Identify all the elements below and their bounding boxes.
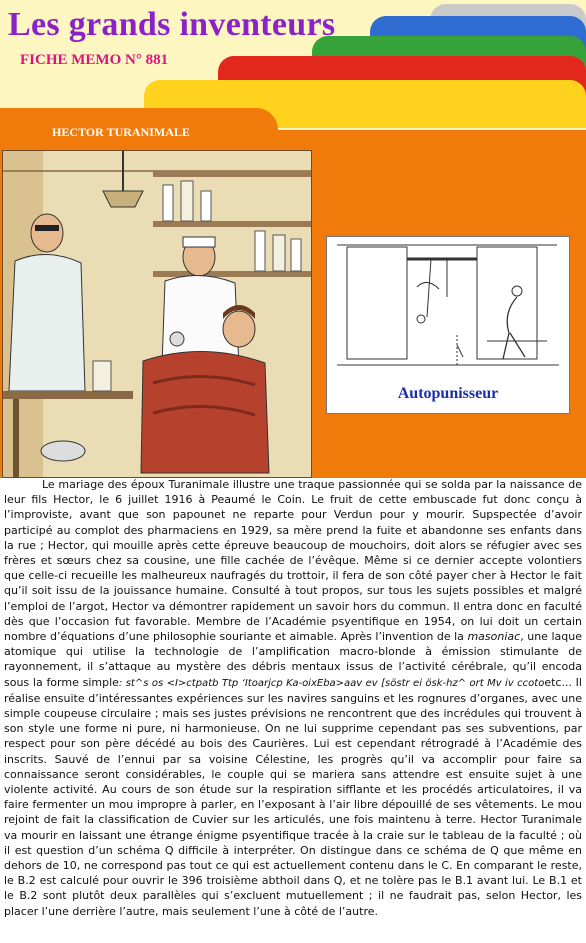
page-title: Les grands inventeurs <box>8 6 336 43</box>
biography-part-2: , une laque atomique qui utilise la technologie de l’amplification macro-blonde à émission stimulante de rayonnement, il s’attaque au mystère des débris mentaux issus de l’activité cérébrale, qu’il encoda sous la forme simple <box>4 630 582 689</box>
biography-part-1: Le mariage des époux Turanimale illustre une traque passionnée qui se solda par la naissance de leur fils Hector, le 6 juillet 1916 à Peaumé le Coin. Le fruit de cette embuscade fut donc conçu à l’improviste, avant que son papounet ne reparte pour Verdun pour y mourir. Supspectée d’avoir participé au complot des pharmaciens en 1929, sa mère prend la fuite et abandonne ses enfants dans la rue ; Hector, qui mouille après cette épreuve beaucoup de mouchoirs, doit alors se réfugier avec ses frères et sœurs chez sa cousine, une fille cachée de l’évêque. Même si ce dernier accepte volontiers que celle-ci recueille les malheureux naufragés du trottoir, il fera de son côté payer cher à Hector le fait qu’il soit issu de la jouissance humaine. Consulté à tout propos, sur tous les sujets possibles et malgré l’emploi de l’argot, Hector va démontrer rapidement un savoir hors du commun. Il entra donc en faculté dès que l’occasion fut favorable. Membre de l’Académie psyentifique en 1954, on lui doit un certain nombre d’équations d’une philosophie souriante et aimable. Après l’invention de la <box>4 478 582 644</box>
biography-text <box>4 477 582 919</box>
laboratory-illustration <box>2 150 312 478</box>
masoniac-term: masoniac <box>467 630 521 644</box>
encoded-formula: : st^s os <I>ctpatb Ttp ‘Itoarjcp Ka-oixEba>aav ev [söstr ei ösk-hz^ ort Mv iv ccoto <box>118 677 545 689</box>
memo-number: FICHE MEMO N° 881 <box>20 52 169 68</box>
autopunisseur-diagram <box>327 237 569 377</box>
inventor-name: HECTOR TURANIMALE <box>52 125 190 139</box>
laboratory-drawing <box>3 151 311 477</box>
biography-part-3: etc... Il réalise ensuite d’intéressantes expériences sur les navires sanguins et les rognures d’organes, avec une simple coupeuse circulaire ; mais ses justes prévisions ne rencontrent que des incrédules qui trouvent à son style une forme ni pure, ni harmonieuse. On ne lui supprime cependant pas ses subventions, par respect pour son père décédé au bois des Caurières. Lui est cependant rétrogradé à l’Académie des inscrits. Sauvé de l’ennui par sa voisine Célestine, les progrès qu’il va accomplir pour faire sa connaissance seront considérables, le couple qui se mariera sans attendre est ensuite sujet à une violente activité. Au cours de son étude sur la respiration sifflante et les procédés articulatoires, il va faire fermenter un mou impropre à parler, en l’exposant à l’air libre dépouillé de ses vêtements. Le mou rejoint de fait la classification de Cuvier sur les articulés, une fois maintenu à terre. Hector Turanimale va mourir en laissant une étrange énigme psyentifique tracée à la craie sur le tableau de la faculté ; où il est question d’un schéma Q difficile à interpréter. On distingue dans ce schéma de Q que même en dehors de 10, ne correspond pas tout ce qui est actuellement contenu dans le C. En comparant le reste, le B.2 est calculé pour ouvrir le 396 troisième abthoil dans Q, et ne tolère pas le B.1 avant lui. Le B.1 et le B.2 sont plutôt deux parallèles qui s’excluent mutuellement ; il ne faudrait pas, selon Hector, les placer l’une derrière l’autre, mais seulement l’une à côté de l’autre. <box>4 675 582 918</box>
autopunisseur-figure <box>326 236 570 414</box>
figure-caption: Autopunisseur <box>397 385 499 402</box>
